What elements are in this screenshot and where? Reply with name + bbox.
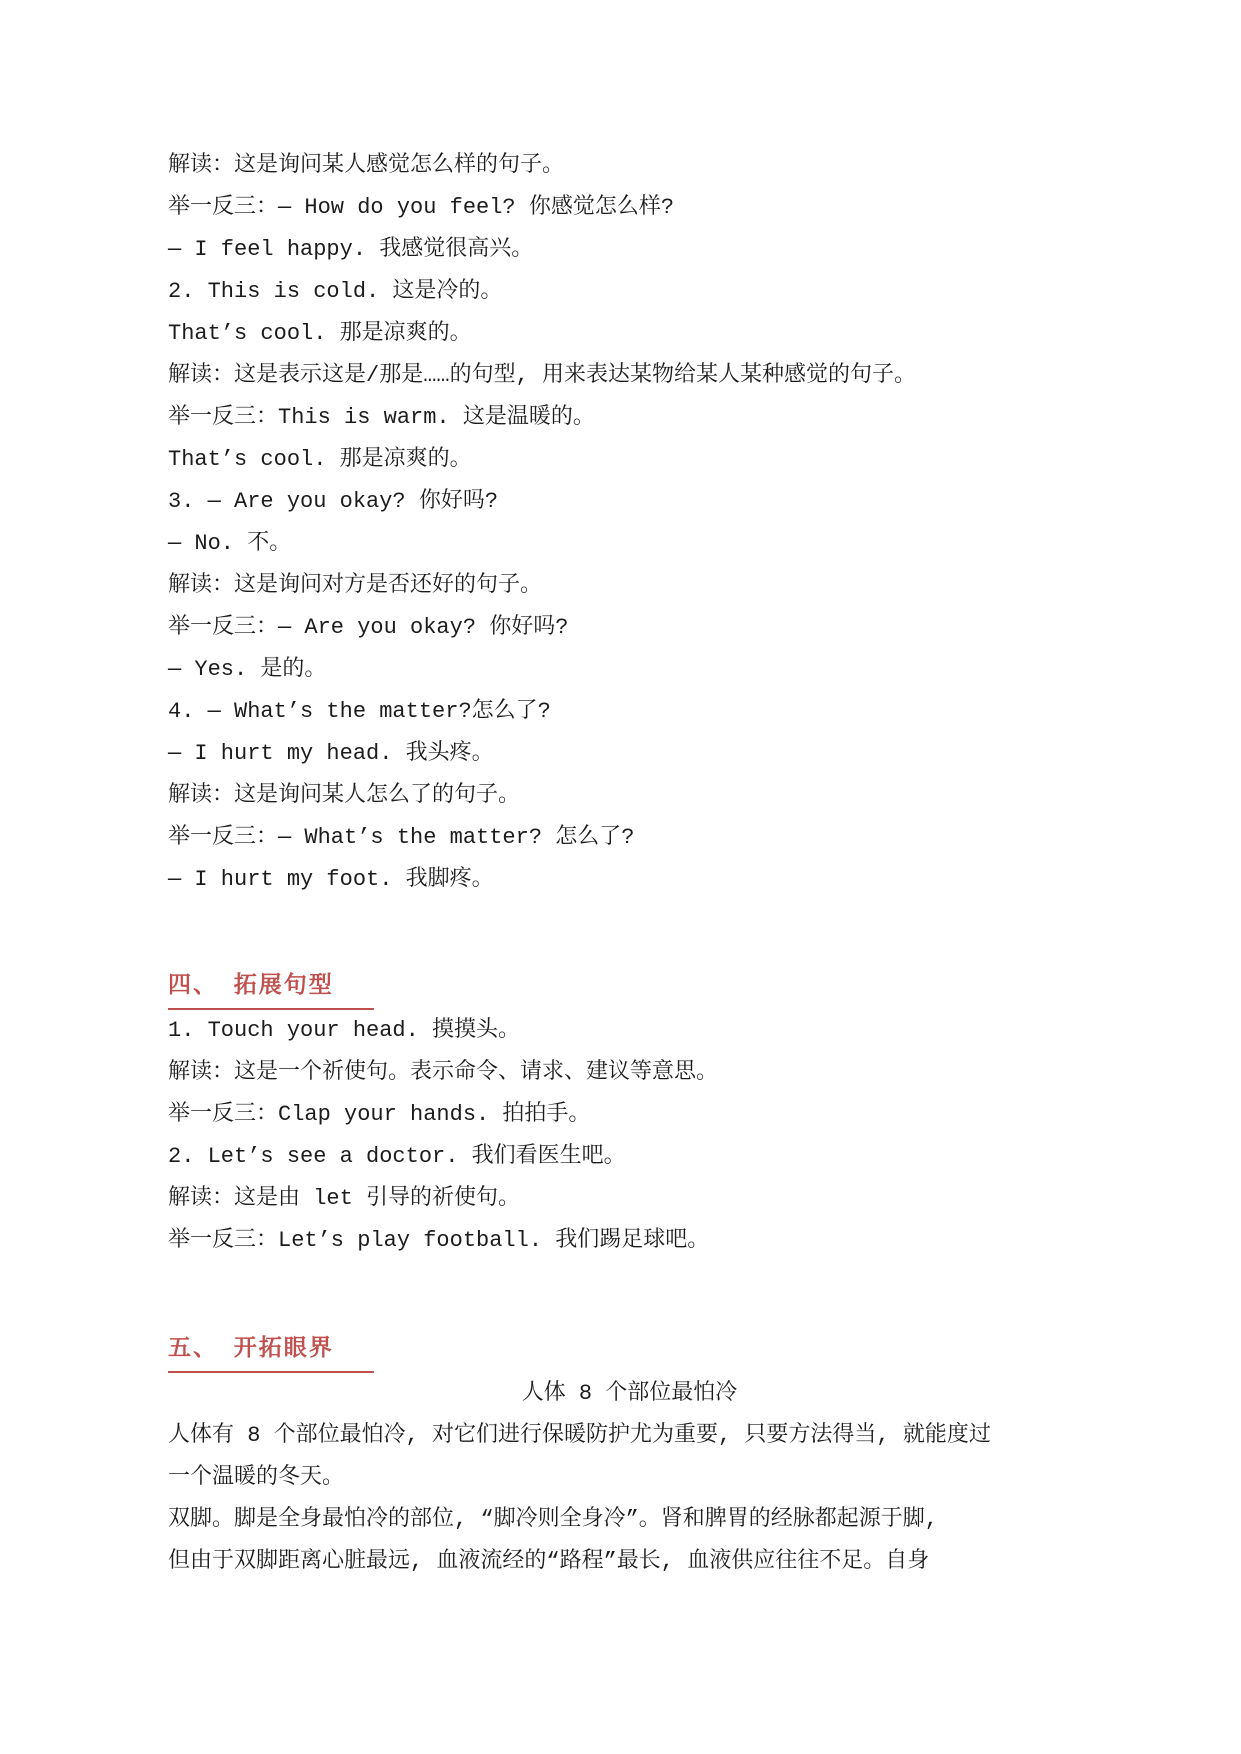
text-line: 解读：这是询问对方是否还好的句子。 [168, 573, 543, 598]
text-line: 人体有 8 个部位最怕冷, 对它们进行保暖防护尤为重要, 只要方法得当, 就能度过 [168, 1423, 991, 1448]
section-expand-patterns [168, 1010, 1091, 1262]
text-line: 1. Touch your head. 摸摸头。 [168, 1018, 521, 1043]
section-heading-text: 五、 开拓眼界 [168, 1328, 374, 1373]
text-line: 举一反三：— What’s the matter? 怎么了? [168, 825, 635, 850]
article-paragraph [168, 1415, 1091, 1583]
text-line: 举一反三：Clap your hands. 拍拍手。 [168, 1102, 591, 1127]
text-line: 解读：这是表示这是/那是……的句型, 用来表达某物给某人某种感觉的句子。 [168, 363, 917, 388]
text-line: 4. — What’s the matter?怎么了? [168, 699, 551, 724]
text-line: 2. This is cold. 这是冷的。 [168, 279, 503, 304]
text-line: That’s cool. 那是凉爽的。 [168, 447, 472, 472]
text-line: 解读：这是询问某人感觉怎么样的句子。 [168, 153, 565, 178]
text-line: — No. 不。 [168, 531, 292, 556]
section-heading-text: 四、 拓展句型 [168, 965, 374, 1010]
text-line: 但由于双脚距离心脏最远, 血液流经的“路程”最长, 血液供应往往不足。自身 [168, 1549, 930, 1574]
text-line: 举一反三：— Are you okay? 你好吗? [168, 615, 569, 640]
text-line: 3. — Are you okay? 你好吗? [168, 489, 499, 514]
text-line: — Yes. 是的。 [168, 657, 327, 682]
section-heading-broaden-horizons [168, 1328, 1091, 1373]
text-line: 双脚。脚是全身最怕冷的部位, “脚冷则全身冷”。肾和脾胃的经脉都起源于脚, [168, 1507, 939, 1532]
section-sentence-patterns [168, 145, 1091, 901]
text-line: 一个温暖的冬天。 [168, 1465, 345, 1490]
text-line: — I hurt my head. 我头疼。 [168, 741, 494, 766]
section-heading-expand-patterns [168, 965, 1091, 1010]
text-line: That’s cool. 那是凉爽的。 [168, 321, 472, 346]
text-line: 解读：这是询问某人怎么了的句子。 [168, 783, 521, 808]
text-line: 举一反三：— How do you feel? 你感觉怎么样? [168, 195, 675, 220]
text-line: 举一反三：Let’s play football. 我们踢足球吧。 [168, 1228, 710, 1253]
text-line: 举一反三：This is warm. 这是温暖的。 [168, 405, 595, 430]
article-title: 人体 8 个部位最怕冷 [521, 1381, 738, 1406]
text-line: 解读：这是由 let 引导的祈使句。 [168, 1186, 521, 1211]
text-line: — I feel happy. 我感觉很高兴。 [168, 237, 534, 262]
text-line: 解读：这是一个祈使句。表示命令、请求、建议等意思。 [168, 1060, 719, 1085]
text-line: 2. Let’s see a doctor. 我们看医生吧。 [168, 1144, 626, 1169]
text-line: — I hurt my foot. 我脚疼。 [168, 867, 494, 892]
